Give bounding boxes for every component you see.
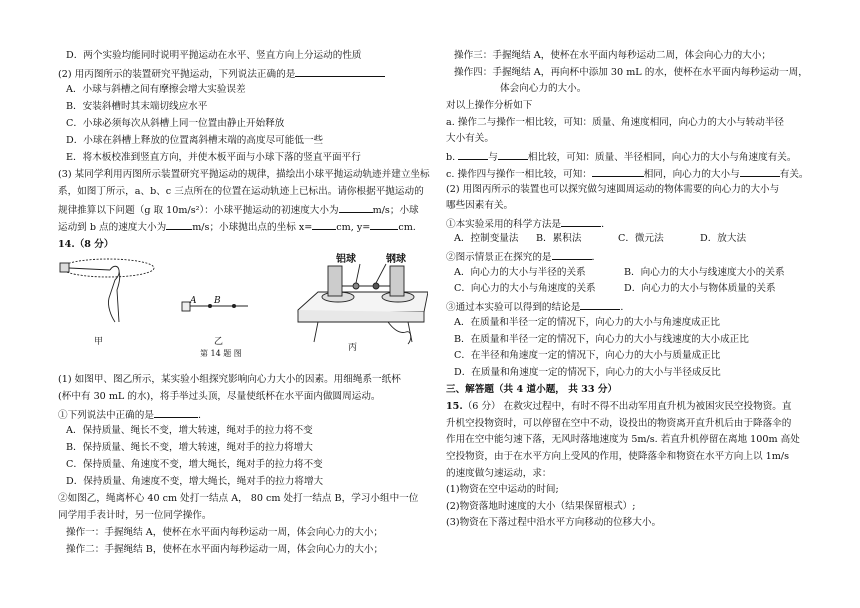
answer-blank [166,219,192,230]
question-15-line-1: 15.（6 分） 在救灾过程中，有时不得不出动军用直升机为被困灾民空投物资。直 [446,401,792,412]
answer-blank [740,166,780,177]
scenario-option-b: B．向心力的大小与线速度大小的关系 [624,267,785,278]
method-option-b: B．累积法 [536,233,582,244]
answer-blank [592,166,644,177]
analysis-b-line: b. 与 相比较，可知：质量、半径相同，向心力的大小与角速度有关。 [446,149,796,164]
figure-caption: 第 14 题 图 [200,349,242,358]
method-option-a: A．控制变量法 [454,233,519,244]
scenario-options-row-2 [446,282,776,295]
option-b-line: B．安装斜槽时其末端切线应水平 [66,101,208,112]
answer-blank [498,149,528,160]
conclusion-option-a: A．在质量和半径一定的情况下，向心力的大小与角速度成正比 [454,317,720,328]
answer-blank [339,202,373,213]
answer-blank [458,149,488,160]
question-15-line-4: 空投物资，由于在水平方向上受风的作用，使降落伞和物资在水平方向上以 1m/s [446,451,789,462]
figure-jia-label: 甲 [94,337,104,347]
option-a-line: A．小球与斜槽之间有摩擦会增大实验误差 [66,84,246,95]
question-3-line-2: 系，如图丁所示，a、b、c 三点所在的位置在运动轨迹上已标出。请你根据平抛运动的 [58,186,424,197]
operation-1-line: 操作一：手握绳结 A，使杯在水平面内每秒运动一周，体会向心力的大小； [66,527,383,538]
answer-blank [561,216,601,227]
option-d2-line: D．小球在斜槽上释放的位置离斜槽末端的高度尽可能低一些 [66,135,324,146]
question-15-part-2: (2)物资落地时速度的大小（结果保留根式）; [446,501,636,512]
method-option-c: C．微元法 [618,233,664,244]
operation-4-line-1: 操作四：手握绳结 A，再向杯中添加 30 mL 的水，使杯在水平面内每秒运动一周， [454,67,808,78]
part-1-option-a: A．保持质量、绳长不变，增大转速，绳对手的拉力将不变 [66,425,313,436]
part-1-option-c: C．保持质量、角速度不变，增大绳长，绳对手的拉力将不变 [66,459,323,470]
answer-blank [580,299,620,310]
answer-blank [552,249,592,260]
method-options [446,232,746,245]
figure-14 [58,250,428,360]
question-15-line-2: 升机空投物资时，可以停留在空中不动，设投出的物资离开直升机后由于降落伞的 [446,418,792,429]
part-1-question-2-line-1: ②如图乙，绳离杯心 40 cm 处打一结点 A， 80 cm 处打一结点 B，学习小组中一位 [58,493,419,504]
question-15-part-3: (3)物资在下落过程中沿水平方向移动的位移大小。 [446,517,662,528]
question-3-line-4: 运动到 b 点的速度大小为 m/s；小球抛出点的坐标 x= cm, y= cm. [58,219,416,234]
question-15-line-5: 的速度做匀速运动，求： [446,468,552,479]
scenario-option-d: D．向心力的大小与物体质量的关系 [624,283,776,294]
question-3-line-1: (3) 某同学利用丙图所示装置研究平抛运动的规律，描绘出小球平抛运动轨迹并建立坐标 [58,169,430,180]
question-14-heading: 14.（8 分） [58,239,114,250]
scenario-option-c: C．向心力的大小与角速度的关系 [454,283,596,294]
steel-ball-label: 钢球 [386,254,406,265]
method-option-d: D．放大法 [700,233,747,244]
option-d-line: D．两个实验均能同时说明平抛运动在水平、竖直方向上分运动的性质 [66,50,362,61]
scenario-option-a: A．向心力的大小与半径的关系 [454,267,586,278]
answer-blank [370,219,398,230]
figure-jia [60,259,154,322]
conclusion-option-c: C．在半径和角速度一定的情况下，向心力的大小与质量成正比 [454,350,721,361]
part-2-line-1: (2) 用图丙所示的装置也可以探究做匀速圆周运动的物体需要的向心力的大小与 [446,184,780,195]
conclusion-option-b: B．在质量和半径一定的情况下，向心力的大小与线速度的大小成正比 [454,334,749,345]
question-15-line-3: 作用在空中能匀速下落，无风时落地速度为 5m/s. 若直升机停留在离地 100m 高处 [446,434,800,445]
part-1-question-1: ①下列说法中正确的是 ． [58,407,208,422]
knot-b-label: B [214,296,221,306]
part-1-option-b: B．保持质量、绳长不变，增大转速，绳对手的拉力将增大 [66,442,313,453]
figure-bing [298,264,428,344]
answer-blank [295,66,385,77]
operation-3-line: 操作三：手握绳结 A，使杯在水平面内每秒运动二周，体会向心力的大小； [454,50,771,61]
part-2-question-3: ③通过本实验可以得到的结论是 ． [446,299,630,314]
figure-bing-label: 丙 [348,343,358,353]
option-e-line: E．将木板校准到竖直方向，并使木板平面与小球下落的竖直平面平行 [66,152,361,163]
scenario-options-row-1 [446,266,785,279]
answer-blank [154,407,198,418]
knot-a-label: A [190,296,197,306]
analysis-heading: 对以上操作分析如下 [446,100,533,111]
part-1-line-1: (1) 如图甲、图乙所示，某实验小组探究影响向心力大小的因素。用细绳系一纸杯 [58,374,401,385]
analysis-c-line: c. 操作四与操作一相比较，可知： 相同，向心力的大小与 有关。 [446,166,809,181]
operation-2-line: 操作二：手握绳结 B，使杯在水平面内每秒运动一周，体会向心力的大小； [66,544,384,555]
option-c-line: C．小球必须每次从斜槽上同一位置由静止开始释放 [66,118,285,129]
section-3-heading: 三、解答题（共 4 道小题， 共 33 分） [446,384,618,395]
part-1-line-2: (杯中有 30 mL 的水)，将手举过头顶，尽量使纸杯在水平面内做圆周运动。 [58,391,381,402]
figure-14-drawing [58,250,428,360]
part-2-question-2: ②图示情景正在探究的是 ． [446,249,601,264]
conclusion-option-d: D．在质量和角速度一定的情况下，向心力的大小与半径成反比 [454,367,721,378]
operation-4-line-2: 体会向心力的大小。 [500,83,587,94]
answer-blank [312,219,336,230]
analysis-a-line-2: 大小有关。 [446,133,494,144]
aluminum-ball-label: 铝球 [336,254,356,265]
figure-yi-label: 乙 [214,337,224,347]
part-2-question-1: ①本实验采用的科学方法是 ． [446,216,611,231]
part-2-line-2: 哪些因素有关。 [446,200,514,211]
question-15-part-1: (1)物资在空中运动的时间; [446,484,559,495]
question-3-line-3: 规律推算以下问题（g 取 10m/s²）：小球平抛运动的初速度大小为 m/s；小球 [58,202,419,217]
question-2-line: (2) 用丙图所示的装置研究平抛运动，下列说法正确的是 [58,66,385,81]
part-1-question-2-line-2: 同学用手表计时，另一位同学操作。 [58,510,212,521]
part-1-option-d: D．保持质量、角速度不变，增大绳长，绳对手的拉力将增大 [66,476,324,487]
analysis-a-line-1: a. 操作二与操作一相比较，可知：质量、角速度相同，向心力的大小与转动半径 [446,117,785,128]
